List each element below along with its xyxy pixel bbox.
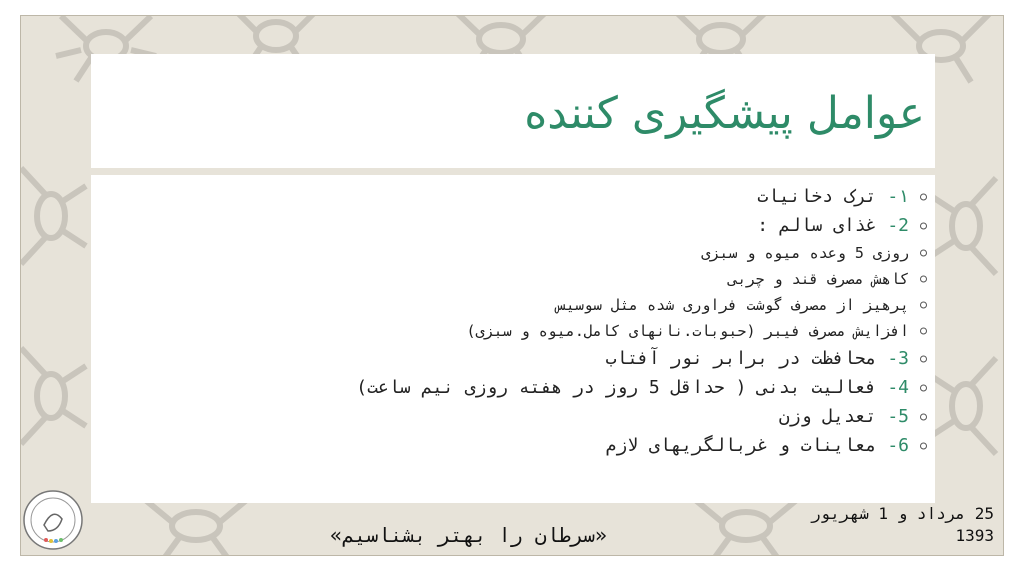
bullet-item xyxy=(107,292,927,318)
bullet-icon xyxy=(920,355,927,362)
crab-icon xyxy=(20,336,91,456)
bullet-text: پرهیز از مصرف گوشت فراوری شده مثل سوسیس xyxy=(556,296,909,314)
footer-slogan: «سرطان را بهتر بشناسیم» xyxy=(330,523,607,547)
slide-frame xyxy=(20,15,1004,556)
bullet-icon xyxy=(920,442,927,449)
bullet-text: افزایش مصرف فیبر (حبوبات.نانهای کامل.میوه و سبزی) xyxy=(466,322,909,340)
bullet-icon xyxy=(920,276,927,283)
date-line: 25 مرداد و 1 شهریور xyxy=(810,504,994,523)
bullet-icon xyxy=(920,413,927,420)
bullet-item xyxy=(107,182,927,211)
bullet-number: 4- xyxy=(887,377,909,398)
bullet-item xyxy=(107,373,927,402)
bullet-text: فعالیت بدنی ( حداقل 5 روز در هفته روزی نیم ساعت) xyxy=(356,377,877,398)
bullet-icon xyxy=(920,384,927,391)
bullet-item xyxy=(107,402,927,431)
year-line: 1393 xyxy=(955,526,994,545)
bullet-text: کاهش مصرف قند و چربی xyxy=(728,270,909,288)
crab-icon xyxy=(926,346,1004,466)
bullet-text: ترک دخانیات xyxy=(757,186,877,207)
crab-icon xyxy=(926,166,1004,286)
bullet-text: محافظت در برابر نور آفتاب xyxy=(605,348,877,369)
bullet-item xyxy=(107,240,927,266)
bullet-icon xyxy=(920,250,927,257)
footer-date xyxy=(811,503,994,547)
bullet-text: تعدیل وزن xyxy=(778,406,877,427)
bullet-text: غذای سالم : xyxy=(757,215,877,236)
crab-icon xyxy=(20,156,91,276)
bullet-item xyxy=(107,318,927,344)
bullet-icon xyxy=(920,222,927,229)
bullet-number: 3- xyxy=(887,348,909,369)
bullet-icon xyxy=(920,302,927,309)
bullet-item xyxy=(107,266,927,292)
bullet-text: روزی 5 وعده میوه و سبزی xyxy=(701,244,909,262)
bullet-number: ۱- xyxy=(887,186,909,207)
bullet-icon xyxy=(920,328,927,335)
bullet-number: 5- xyxy=(887,406,909,427)
bullet-list xyxy=(107,182,927,460)
bullet-item xyxy=(107,431,927,460)
title-panel xyxy=(91,54,935,168)
bullet-number: 2- xyxy=(887,215,909,236)
bullet-icon xyxy=(920,193,927,200)
campaign-logo-icon xyxy=(22,489,84,551)
bullet-number: 6- xyxy=(887,435,909,456)
bullet-text: معاینات و غربالگریهای لازم xyxy=(605,435,877,456)
slide-title: عوامل پیشگیری کننده xyxy=(524,88,925,139)
bullet-item xyxy=(107,344,927,373)
content-panel xyxy=(91,175,935,503)
bullet-item xyxy=(107,211,927,240)
